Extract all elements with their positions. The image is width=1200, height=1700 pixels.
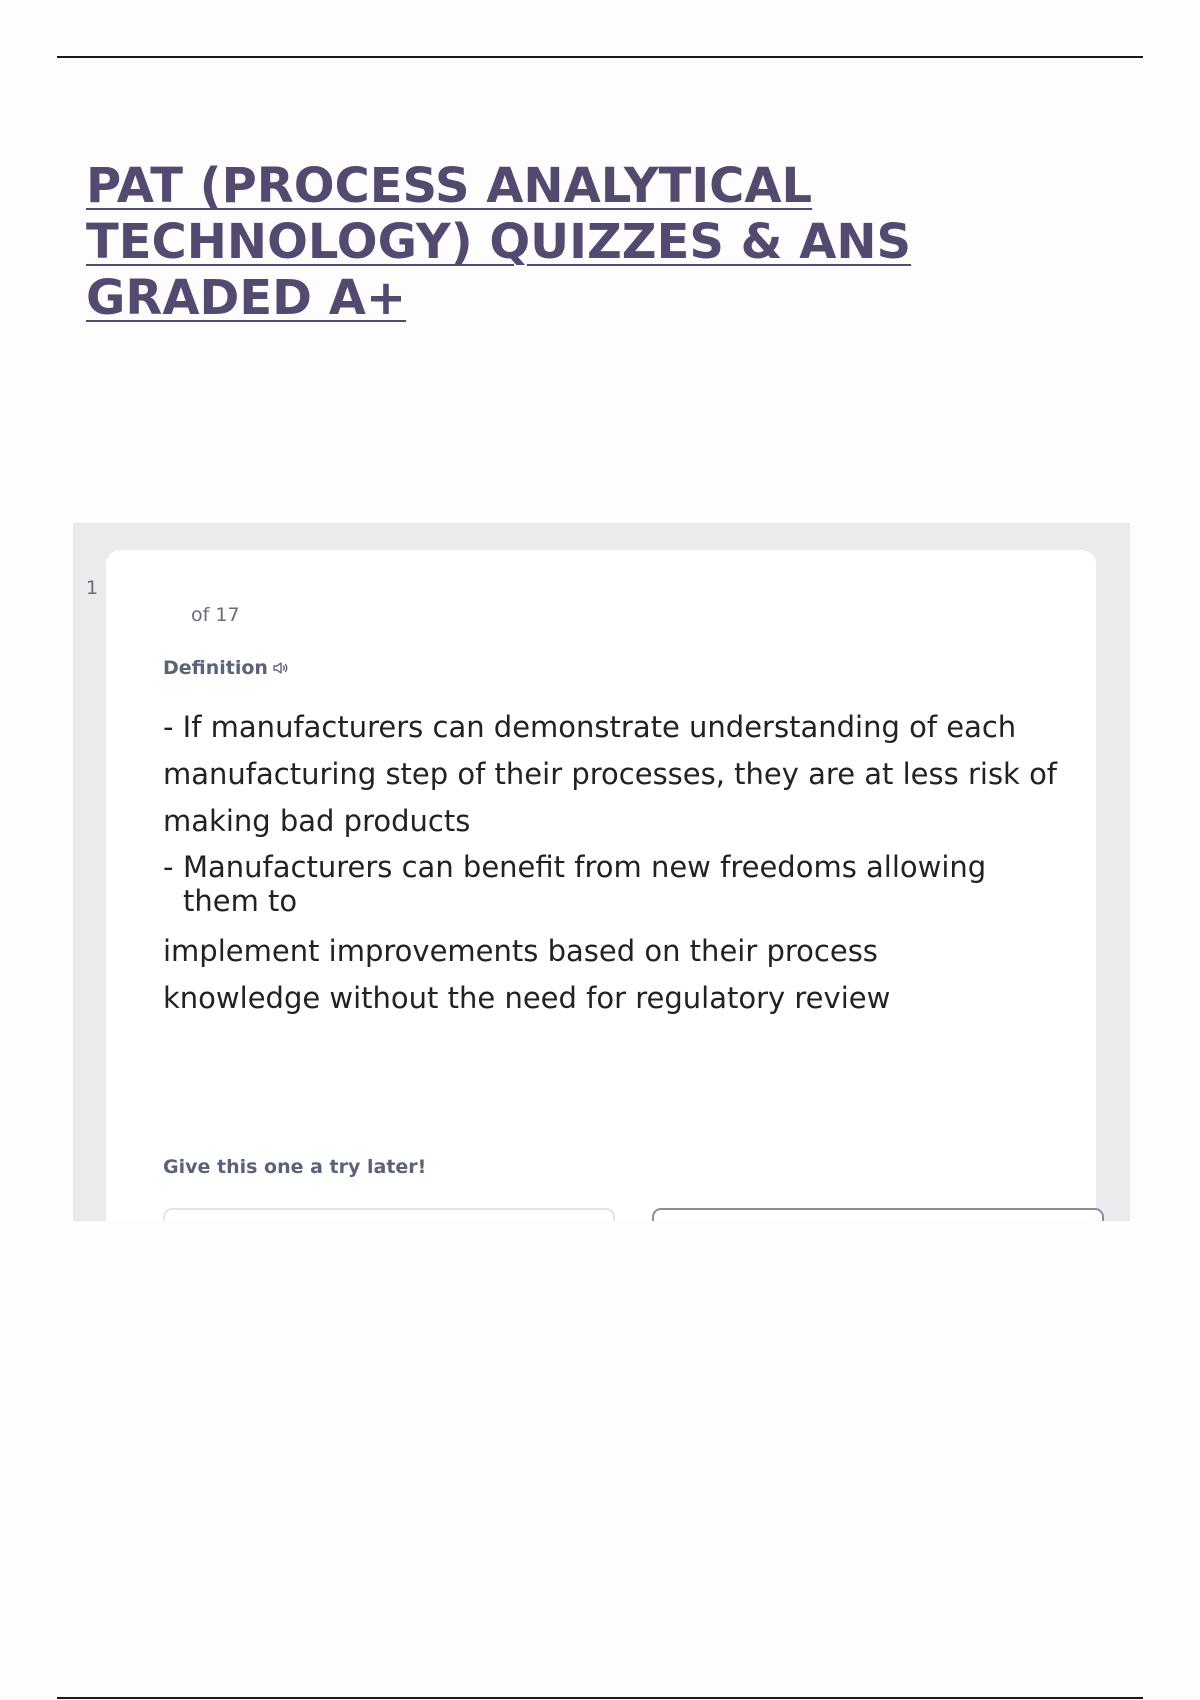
definition-text [163, 704, 1093, 1022]
definition-line: - If manufacturers can demonstrate understanding of each [163, 710, 1017, 744]
flashcard [106, 550, 1096, 1221]
embedded-screenshot [73, 523, 1130, 1221]
bottom-rule [57, 1697, 1143, 1699]
definition-label-text: Definition [163, 657, 268, 679]
title-line-2: TECHNOLOGY) QUIZZES & ANS [86, 214, 912, 270]
card-counter-total: of 17 [191, 604, 240, 626]
answer-option-right[interactable] [652, 1208, 1104, 1221]
definition-line: knowledge without the need for regulatory review [163, 981, 891, 1015]
try-later-label: Give this one a try later! [163, 1156, 427, 1178]
bullet-text: Manufacturers can benefit from new freedoms allowing them to [183, 850, 987, 918]
document-title [86, 158, 986, 326]
title-line-1: PAT (PROCESS ANALYTICAL [86, 158, 813, 214]
top-rule [57, 56, 1143, 58]
definition-label [163, 657, 291, 679]
bullet-dash: - [163, 850, 174, 884]
card-counter-current: 1 [86, 577, 99, 599]
definition-line: implement improvements based on their process [163, 934, 878, 968]
speaker-icon[interactable] [271, 658, 291, 678]
answer-option-left[interactable] [163, 1208, 615, 1221]
definition-line: manufacturing step of their processes, they are at less risk of [163, 757, 1058, 791]
definition-line: making bad products [163, 804, 471, 838]
title-line-3: GRADED A+ [86, 270, 407, 326]
definition-bullet [163, 850, 1093, 918]
